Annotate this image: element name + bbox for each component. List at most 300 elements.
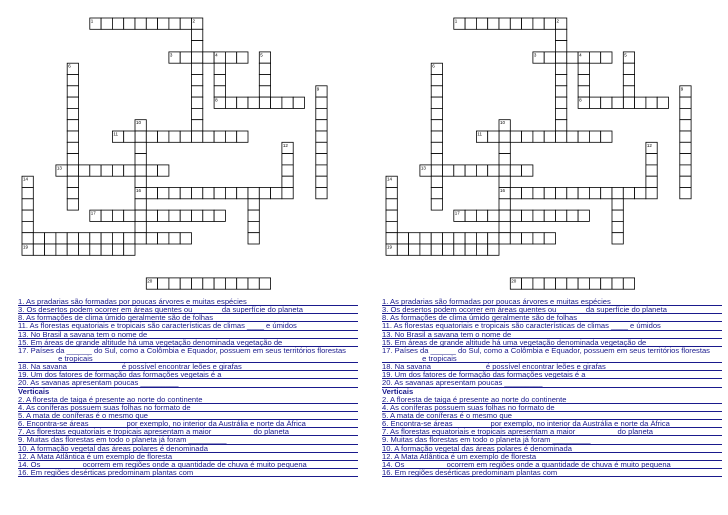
grid-cell[interactable] xyxy=(316,165,327,176)
grid-cell[interactable] xyxy=(443,233,454,244)
grid-cell[interactable] xyxy=(431,120,442,131)
grid-cell[interactable] xyxy=(316,188,327,199)
grid-cell[interactable] xyxy=(454,244,465,255)
grid-cell[interactable] xyxy=(22,199,33,210)
grid-cell[interactable] xyxy=(386,221,397,232)
grid-cell[interactable] xyxy=(623,63,634,74)
grid-cell[interactable] xyxy=(589,97,600,108)
grid-cell[interactable] xyxy=(556,108,567,119)
grid-cell[interactable] xyxy=(578,63,589,74)
grid-cell[interactable] xyxy=(169,210,180,221)
grid-cell[interactable] xyxy=(510,188,521,199)
grid-cell[interactable] xyxy=(67,165,78,176)
grid-cell[interactable] xyxy=(22,221,33,232)
grid-cell[interactable] xyxy=(465,165,476,176)
grid-cell[interactable] xyxy=(135,142,146,153)
grid-cell[interactable] xyxy=(601,52,612,63)
grid-cell[interactable] xyxy=(454,233,465,244)
grid-cell[interactable] xyxy=(522,18,533,29)
grid-cell[interactable] xyxy=(316,120,327,131)
grid-cell[interactable] xyxy=(316,154,327,165)
grid-cell[interactable] xyxy=(192,75,203,86)
grid-cell[interactable] xyxy=(589,278,600,289)
grid-cell[interactable] xyxy=(431,97,442,108)
grid-cell[interactable] xyxy=(67,199,78,210)
grid-cell[interactable] xyxy=(612,221,623,232)
grid-cell[interactable] xyxy=(248,199,259,210)
grid-cell[interactable] xyxy=(465,18,476,29)
grid-cell[interactable] xyxy=(225,97,236,108)
grid-cell[interactable] xyxy=(101,244,112,255)
grid-cell[interactable] xyxy=(67,176,78,187)
grid-cell[interactable] xyxy=(316,142,327,153)
grid-cell[interactable] xyxy=(180,278,191,289)
grid-cell[interactable] xyxy=(101,210,112,221)
grid-cell[interactable] xyxy=(22,210,33,221)
grid-cell[interactable] xyxy=(510,165,521,176)
grid-cell[interactable] xyxy=(431,142,442,153)
clue-number-3: 3 xyxy=(169,52,173,58)
grid-cell[interactable] xyxy=(101,18,112,29)
grid-cell[interactable] xyxy=(214,278,225,289)
grid-cell[interactable] xyxy=(101,233,112,244)
grid-cell[interactable] xyxy=(67,75,78,86)
grid-cell[interactable] xyxy=(259,86,270,97)
grid-cell[interactable] xyxy=(454,165,465,176)
grid-cell[interactable] xyxy=(203,278,214,289)
grid-cell[interactable] xyxy=(282,188,293,199)
grid-cell[interactable] xyxy=(214,188,225,199)
grid-cell[interactable] xyxy=(680,120,691,131)
grid-cell[interactable] xyxy=(556,63,567,74)
grid-cell[interactable] xyxy=(488,210,499,221)
grid-cell[interactable] xyxy=(169,188,180,199)
grid-cell[interactable] xyxy=(271,188,282,199)
grid-cell[interactable] xyxy=(67,188,78,199)
grid-cell[interactable] xyxy=(431,188,442,199)
grid-cell[interactable] xyxy=(112,18,123,29)
grid-cell[interactable] xyxy=(169,131,180,142)
grid-cell[interactable] xyxy=(680,108,691,119)
grid-cell[interactable] xyxy=(248,278,259,289)
grid-cell[interactable] xyxy=(135,165,146,176)
grid-cell[interactable] xyxy=(646,97,657,108)
grid-cell[interactable] xyxy=(146,131,157,142)
grid-cell[interactable] xyxy=(192,108,203,119)
grid-cell[interactable] xyxy=(169,18,180,29)
grid-cell[interactable] xyxy=(499,165,510,176)
grid-cell[interactable] xyxy=(499,18,510,29)
grid-cell[interactable] xyxy=(67,108,78,119)
grid-cell[interactable] xyxy=(90,233,101,244)
grid-cell[interactable] xyxy=(203,210,214,221)
grid-cell[interactable] xyxy=(488,131,499,142)
grid-cell[interactable] xyxy=(623,278,634,289)
grid-cell[interactable] xyxy=(180,52,191,63)
clue-number-13: 13 xyxy=(420,165,426,171)
grid-cell[interactable] xyxy=(180,233,191,244)
grid-cell[interactable] xyxy=(623,97,634,108)
grid-cell[interactable] xyxy=(56,233,67,244)
grid-cell[interactable] xyxy=(431,75,442,86)
grid-cell[interactable] xyxy=(192,86,203,97)
grid-cell[interactable] xyxy=(510,18,521,29)
grid-cell[interactable] xyxy=(22,188,33,199)
grid-cell[interactable] xyxy=(409,233,420,244)
grid-cell[interactable] xyxy=(248,210,259,221)
grid-cell[interactable] xyxy=(135,154,146,165)
grid-cell[interactable] xyxy=(214,86,225,97)
grid-cell[interactable] xyxy=(578,131,589,142)
grid-cell[interactable] xyxy=(67,233,78,244)
grid-cell[interactable] xyxy=(465,244,476,255)
grid-cell[interactable] xyxy=(499,210,510,221)
grid-cell[interactable] xyxy=(533,188,544,199)
grid-cell[interactable] xyxy=(488,233,499,244)
grid-cell[interactable] xyxy=(556,97,567,108)
grid-cell[interactable] xyxy=(248,233,259,244)
grid-cell[interactable] xyxy=(623,86,634,97)
grid-cell[interactable] xyxy=(135,210,146,221)
grid-cell[interactable] xyxy=(612,278,623,289)
grid-cell[interactable] xyxy=(612,97,623,108)
grid-cell[interactable] xyxy=(67,154,78,165)
grid-cell[interactable] xyxy=(316,176,327,187)
grid-cell[interactable] xyxy=(488,18,499,29)
grid-cell[interactable] xyxy=(556,131,567,142)
grid-cell[interactable] xyxy=(443,165,454,176)
grid-cell[interactable] xyxy=(158,188,169,199)
grid-cell[interactable] xyxy=(522,188,533,199)
grid-cell[interactable] xyxy=(556,86,567,97)
grid-cell[interactable] xyxy=(282,176,293,187)
grid-cell[interactable] xyxy=(601,131,612,142)
grid-cell[interactable] xyxy=(533,233,544,244)
grid-cell[interactable] xyxy=(79,244,90,255)
grid-cell[interactable] xyxy=(135,131,146,142)
grid-cell[interactable] xyxy=(476,210,487,221)
grid-cell[interactable] xyxy=(248,221,259,232)
grid-cell[interactable] xyxy=(259,97,270,108)
grid-cell[interactable] xyxy=(567,278,578,289)
grid-cell[interactable] xyxy=(158,165,169,176)
grid-cell[interactable] xyxy=(135,221,146,232)
grid-cell[interactable] xyxy=(237,278,248,289)
grid-cell[interactable] xyxy=(259,188,270,199)
grid-cell[interactable] xyxy=(612,210,623,221)
grid-cell[interactable] xyxy=(386,188,397,199)
grid-cell[interactable] xyxy=(646,165,657,176)
grid-cell[interactable] xyxy=(612,199,623,210)
grid-cell[interactable] xyxy=(214,63,225,74)
grid-cell[interactable] xyxy=(556,120,567,131)
grid-cell[interactable] xyxy=(158,233,169,244)
grid-cell[interactable] xyxy=(431,233,442,244)
grid-cell[interactable] xyxy=(214,75,225,86)
grid-cell[interactable] xyxy=(259,75,270,86)
grid-cell[interactable] xyxy=(635,188,646,199)
grid-cell[interactable] xyxy=(192,63,203,74)
grid-cell[interactable] xyxy=(623,188,634,199)
grid-cell[interactable] xyxy=(488,244,499,255)
grid-cell[interactable] xyxy=(225,131,236,142)
grid-cell[interactable] xyxy=(578,210,589,221)
grid-cell[interactable] xyxy=(420,244,431,255)
grid-cell[interactable] xyxy=(237,52,248,63)
grid-cell[interactable] xyxy=(135,176,146,187)
grid-cell[interactable] xyxy=(431,176,442,187)
grid-cell[interactable] xyxy=(101,165,112,176)
grid-cell[interactable] xyxy=(124,131,135,142)
grid-cell[interactable] xyxy=(680,165,691,176)
grid-cell[interactable] xyxy=(192,41,203,52)
grid-cell[interactable] xyxy=(67,244,78,255)
grid-cell[interactable] xyxy=(510,233,521,244)
grid-cell[interactable] xyxy=(431,131,442,142)
grid-cell[interactable] xyxy=(420,233,431,244)
grid-cell[interactable] xyxy=(499,221,510,232)
grid-cell[interactable] xyxy=(282,165,293,176)
grid-cell[interactable] xyxy=(237,188,248,199)
grid-cell[interactable] xyxy=(499,154,510,165)
grid-cell[interactable] xyxy=(533,210,544,221)
grid-cell[interactable] xyxy=(499,176,510,187)
grid-cell[interactable] xyxy=(499,142,510,153)
grid-cell[interactable] xyxy=(293,97,304,108)
grid-cell[interactable] xyxy=(112,165,123,176)
grid-cell[interactable] xyxy=(431,165,442,176)
grid-cell[interactable] xyxy=(397,233,408,244)
grid-cell[interactable] xyxy=(601,97,612,108)
grid-cell[interactable] xyxy=(601,278,612,289)
grid-cell[interactable] xyxy=(214,210,225,221)
grid-cell[interactable] xyxy=(476,233,487,244)
grid-cell[interactable] xyxy=(146,188,157,199)
grid-cell[interactable] xyxy=(409,244,420,255)
grid-cell[interactable] xyxy=(90,165,101,176)
grid-cell[interactable] xyxy=(203,131,214,142)
grid-cell[interactable] xyxy=(589,131,600,142)
clue-number-1: 1 xyxy=(454,18,458,24)
grid-cell[interactable] xyxy=(203,188,214,199)
grid-cell[interactable] xyxy=(225,188,236,199)
grid-cell[interactable] xyxy=(556,278,567,289)
grid-cell[interactable] xyxy=(386,210,397,221)
grid-cell[interactable] xyxy=(225,278,236,289)
grid-cell[interactable] xyxy=(646,176,657,187)
grid-cell[interactable] xyxy=(680,97,691,108)
grid-cell[interactable] xyxy=(259,278,270,289)
grid-cell[interactable] xyxy=(180,18,191,29)
grid-cell[interactable] xyxy=(522,233,533,244)
grid-cell[interactable] xyxy=(567,131,578,142)
grid-cell[interactable] xyxy=(601,188,612,199)
grid-cell[interactable] xyxy=(67,86,78,97)
grid-cell[interactable] xyxy=(33,233,44,244)
grid-cell[interactable] xyxy=(180,210,191,221)
grid-cell[interactable] xyxy=(248,188,259,199)
grid-cell[interactable] xyxy=(282,97,293,108)
grid-cell[interactable] xyxy=(476,244,487,255)
grid-cell[interactable] xyxy=(180,188,191,199)
grid-cell[interactable] xyxy=(203,52,214,63)
grid-cell[interactable] xyxy=(544,18,555,29)
grid-cell[interactable] xyxy=(589,52,600,63)
grid-cell[interactable] xyxy=(522,131,533,142)
grid-cell[interactable] xyxy=(680,142,691,153)
grid-cell[interactable] xyxy=(192,52,203,63)
grid-cell[interactable] xyxy=(90,244,101,255)
grid-cell[interactable] xyxy=(146,233,157,244)
grid-cell[interactable] xyxy=(192,210,203,221)
grid-cell[interactable] xyxy=(316,108,327,119)
grid-cell[interactable] xyxy=(112,210,123,221)
grid-cell[interactable] xyxy=(225,52,236,63)
grid-cell[interactable] xyxy=(214,131,225,142)
grid-cell[interactable] xyxy=(158,210,169,221)
grid-cell[interactable] xyxy=(397,244,408,255)
grid-cell[interactable] xyxy=(282,154,293,165)
grid-cell[interactable] xyxy=(522,210,533,221)
grid-cell[interactable] xyxy=(556,75,567,86)
grid-cell[interactable] xyxy=(146,210,157,221)
grid-cell[interactable] xyxy=(465,233,476,244)
grid-cell[interactable] xyxy=(56,244,67,255)
grid-cell[interactable] xyxy=(567,210,578,221)
grid-cell[interactable] xyxy=(556,52,567,63)
grid-cell[interactable] xyxy=(499,233,510,244)
grid-cell[interactable] xyxy=(510,131,521,142)
grid-cell[interactable] xyxy=(522,165,533,176)
grid-cell[interactable] xyxy=(237,131,248,142)
grid-cell[interactable] xyxy=(522,278,533,289)
grid-cell[interactable] xyxy=(646,154,657,165)
clue-number-16: 16 xyxy=(500,188,506,193)
grid-cell[interactable] xyxy=(146,165,157,176)
grid-cell[interactable] xyxy=(533,18,544,29)
grid-cell[interactable] xyxy=(544,233,555,244)
grid-cell[interactable] xyxy=(22,233,33,244)
grid-cell[interactable] xyxy=(612,188,623,199)
grid-cell[interactable] xyxy=(192,97,203,108)
grid-cell[interactable] xyxy=(657,97,668,108)
grid-cell[interactable] xyxy=(578,188,589,199)
grid-cell[interactable] xyxy=(192,131,203,142)
grid-cell[interactable] xyxy=(680,154,691,165)
grid-cell[interactable] xyxy=(112,233,123,244)
grid-cell[interactable] xyxy=(510,210,521,221)
grid-cell[interactable] xyxy=(67,131,78,142)
grid-cell[interactable] xyxy=(124,244,135,255)
grid-cell[interactable] xyxy=(386,199,397,210)
grid-cell[interactable] xyxy=(316,131,327,142)
grid-cell[interactable] xyxy=(237,97,248,108)
grid-cell[interactable] xyxy=(431,108,442,119)
grid-cell[interactable] xyxy=(533,131,544,142)
grid-cell[interactable] xyxy=(556,210,567,221)
grid-cell[interactable] xyxy=(567,188,578,199)
grid-cell[interactable] xyxy=(476,18,487,29)
grid-cell[interactable] xyxy=(33,244,44,255)
grid-cell[interactable] xyxy=(488,165,499,176)
grid-cell[interactable] xyxy=(67,142,78,153)
grid-cell[interactable] xyxy=(316,97,327,108)
grid-cell[interactable] xyxy=(45,244,56,255)
grid-cell[interactable] xyxy=(192,120,203,131)
grid-cell[interactable] xyxy=(135,199,146,210)
grid-cell[interactable] xyxy=(556,188,567,199)
grid-cell[interactable] xyxy=(67,97,78,108)
grid-cell[interactable] xyxy=(556,41,567,52)
grid-cell[interactable] xyxy=(431,86,442,97)
grid-cell[interactable] xyxy=(158,131,169,142)
grid-cell[interactable] xyxy=(544,131,555,142)
grid-cell[interactable] xyxy=(567,52,578,63)
grid-cell[interactable] xyxy=(124,165,135,176)
grid-cell[interactable] xyxy=(192,278,203,289)
grid-cell[interactable] xyxy=(158,278,169,289)
grid-cell[interactable] xyxy=(578,75,589,86)
grid-cell[interactable] xyxy=(192,29,203,40)
grid-cell[interactable] xyxy=(499,199,510,210)
grid-cell[interactable] xyxy=(680,176,691,187)
grid-cell[interactable] xyxy=(646,188,657,199)
grid-cell[interactable] xyxy=(169,233,180,244)
grid-cell[interactable] xyxy=(146,18,157,29)
grid-cell[interactable] xyxy=(476,165,487,176)
grid-cell[interactable] xyxy=(67,120,78,131)
grid-cell[interactable] xyxy=(79,165,90,176)
grid-cell[interactable] xyxy=(192,188,203,199)
grid-cell[interactable] xyxy=(499,131,510,142)
grid-cell[interactable] xyxy=(386,233,397,244)
grid-cell[interactable] xyxy=(578,278,589,289)
grid-cell[interactable] xyxy=(135,233,146,244)
grid-cell[interactable] xyxy=(578,86,589,97)
grid-cell[interactable] xyxy=(544,278,555,289)
grid-cell[interactable] xyxy=(680,131,691,142)
grid-cell[interactable] xyxy=(431,154,442,165)
grid-cell[interactable] xyxy=(112,244,123,255)
grid-cell[interactable] xyxy=(544,52,555,63)
grid-cell[interactable] xyxy=(556,29,567,40)
grid-cell[interactable] xyxy=(124,210,135,221)
grid-cell[interactable] xyxy=(79,233,90,244)
grid-cell[interactable] xyxy=(124,18,135,29)
grid-cell[interactable] xyxy=(465,210,476,221)
grid-cell[interactable] xyxy=(635,97,646,108)
grid-cell[interactable] xyxy=(271,97,282,108)
grid-cell[interactable] xyxy=(589,188,600,199)
grid-cell[interactable] xyxy=(45,233,56,244)
grid-cell[interactable] xyxy=(158,18,169,29)
grid-cell[interactable] xyxy=(544,188,555,199)
grid-cell[interactable] xyxy=(544,210,555,221)
grid-cell[interactable] xyxy=(124,233,135,244)
grid-cell[interactable] xyxy=(623,75,634,86)
grid-cell[interactable] xyxy=(612,233,623,244)
grid-cell[interactable] xyxy=(248,97,259,108)
grid-cell[interactable] xyxy=(259,63,270,74)
grid-cell[interactable] xyxy=(135,18,146,29)
grid-cell[interactable] xyxy=(431,199,442,210)
grid-cell[interactable] xyxy=(180,131,191,142)
grid-cell[interactable] xyxy=(169,278,180,289)
grid-cell[interactable] xyxy=(680,188,691,199)
grid-cell[interactable] xyxy=(431,244,442,255)
grid-cell[interactable] xyxy=(533,278,544,289)
grid-cell[interactable] xyxy=(443,244,454,255)
